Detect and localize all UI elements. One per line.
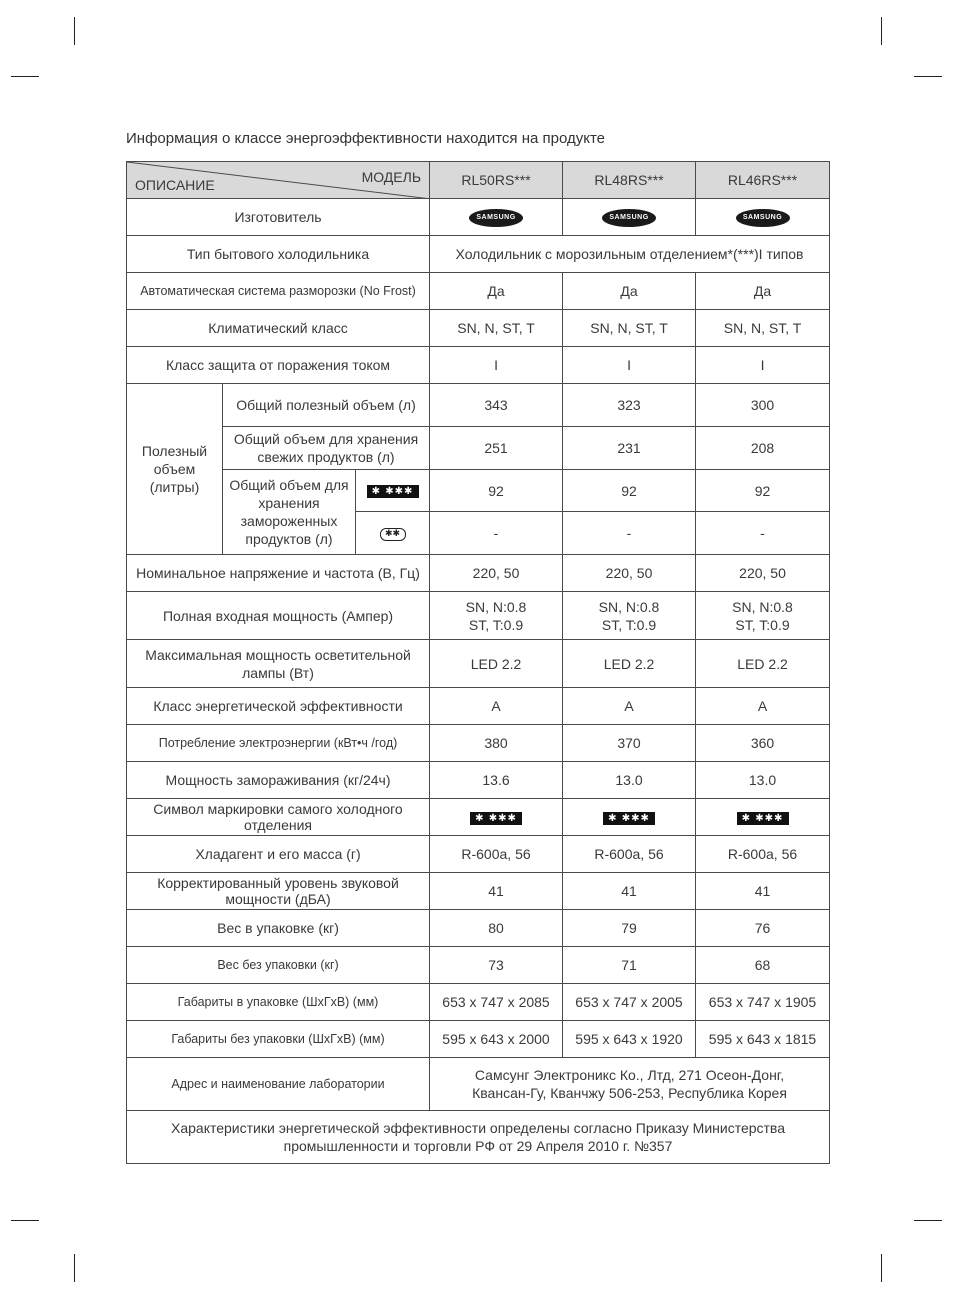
row-value: SN, N, ST, T [430,310,563,347]
row-label: Мощность замораживания (кг/24ч) [127,762,430,799]
row-value [563,592,696,640]
table-row [127,725,830,762]
row-value: 595 x 643 x 1815 [696,1021,830,1058]
crop-mark [881,17,882,45]
row-value: 323 [563,384,696,427]
row-value: 41 [430,873,563,910]
table-row [127,799,830,836]
row-value: 92 [563,470,696,512]
row-value: LED 2.2 [430,640,563,688]
samsung-logo: SAMSUNG [602,209,656,227]
row-value: 653 x 747 x 2005 [563,984,696,1021]
value-line: ST, T:0.9 [601,616,657,633]
row-label: Адрес и наименование лаборатории [127,1058,430,1111]
model-label: МОДЕЛЬ [361,169,422,185]
table-row [127,640,830,688]
row-value: Холодильник с морозильным отделением*(***)I типов [430,236,830,273]
table-row [127,384,830,427]
crop-mark [914,1220,942,1221]
table-header-row [127,162,830,199]
row-value: Да [696,273,830,310]
table-row [127,910,830,947]
row-value [430,592,563,640]
page-heading: Информация о классе энергоэффективности находится на продукте [126,130,606,147]
row-value: 251 [430,427,563,470]
freezer-4star-icon-cell [563,799,696,836]
table-row [127,470,830,512]
row-value: 73 [430,947,563,984]
row-value: I [563,347,696,384]
row-value: 80 [430,910,563,947]
crop-mark [74,1254,75,1282]
row-value: - [430,512,563,555]
value-line: SN, N:0.8 [598,598,660,615]
row-value: LED 2.2 [696,640,830,688]
freezer-2star-icon-cell [356,512,430,555]
row-value: A [696,688,830,725]
row-value: R-600a, 56 [696,836,830,873]
spec-table [126,161,830,1164]
table-row [127,427,830,470]
row-value: - [696,512,830,555]
table-row [127,1058,830,1111]
row-value: 92 [430,470,563,512]
table-row [127,762,830,799]
row-value: 13.0 [696,762,830,799]
row-label: Класс энергетической эффективности [127,688,430,725]
row-value: 220, 50 [696,555,830,592]
freezer-4star-icon-cell [696,799,830,836]
row-value: 71 [563,947,696,984]
row-value: 343 [430,384,563,427]
table-row [127,236,830,273]
table-row [127,199,830,236]
row-label: Общий объем для хранения замороженных продуктов (л) [223,470,356,555]
model-header: RL48RS*** [563,162,696,199]
row-value: Да [563,273,696,310]
row-value: 595 x 643 x 2000 [430,1021,563,1058]
row-value: 300 [696,384,830,427]
samsung-logo-cell [430,199,563,236]
crop-mark [881,1254,882,1282]
freezer-4star-icon: ✱ ✱✱✱ [367,485,419,498]
row-value: 370 [563,725,696,762]
row-value: R-600a, 56 [563,836,696,873]
row-value: A [430,688,563,725]
row-label: Вес в упаковке (кг) [127,910,430,947]
row-value: I [696,347,830,384]
useful-volume-label: Полезный объем (литры) [141,443,208,495]
footer-row [127,1111,830,1164]
row-value: 13.0 [563,762,696,799]
samsung-logo-cell [696,199,830,236]
value-line: SN, N:0.8 [465,598,527,615]
row-value: 79 [563,910,696,947]
table-row [127,947,830,984]
row-value: 231 [563,427,696,470]
row-label: Номинальное напряжение и частота (В, Гц) [127,555,430,592]
row-label: Вес без упаковки (кг) [127,947,430,984]
table-row [127,555,830,592]
table-row [127,836,830,873]
table-row [127,273,830,310]
table-row [127,1021,830,1058]
model-header: RL46RS*** [696,162,830,199]
value-line: ST, T:0.9 [468,616,524,633]
row-value: 208 [696,427,830,470]
table-row [127,592,830,640]
row-value: 220, 50 [430,555,563,592]
table-row [127,873,830,910]
table-row [127,347,830,384]
row-label: Корректированный уровень звуковой мощности (дБА) [127,873,430,910]
row-value: Да [430,273,563,310]
description-label: ОПИСАНИЕ [135,177,215,193]
crop-mark [74,17,75,45]
crop-mark [11,1220,39,1221]
samsung-logo: SAMSUNG [736,209,790,227]
row-label: Габариты в упаковке (ШхГхВ) (мм) [127,984,430,1021]
row-value: 13.6 [430,762,563,799]
row-value: SN, N, ST, T [563,310,696,347]
value-line: ST, T:0.9 [735,616,790,633]
laboratory-line: Самсунг Электроникс Ко., Лтд, 271 Осеон-Донг, [474,1067,785,1083]
samsung-logo: SAMSUNG [469,209,523,227]
table-row [127,310,830,347]
freezer-2star-icon: ✱✱ [380,528,406,541]
row-value: - [563,512,696,555]
row-value: 92 [696,470,830,512]
value-line: SN, N:0.8 [732,598,793,615]
row-label: Потребление электроэнергии (кВт•ч /год) [127,725,430,762]
freezer-4star-icon-cell [356,470,430,512]
row-value: 653 x 747 x 2085 [430,984,563,1021]
row-value: I [430,347,563,384]
table-row [127,984,830,1021]
row-label: Общий полезный объем (л) [223,384,430,427]
row-label: Тип бытового холодильника [127,236,430,273]
row-label: Максимальная мощность осветительной лампы (Вт) [127,640,430,688]
row-label: Общий объем для хранения свежих продуктов (л) [223,427,430,470]
row-label: Изготовитель [127,199,430,236]
row-value: 41 [563,873,696,910]
model-header: RL50RS*** [430,162,563,199]
row-value: 220, 50 [563,555,696,592]
row-value: 653 x 747 x 1905 [696,984,830,1021]
row-label: Полная входная мощность (Ампер) [127,592,430,640]
row-label: Габариты без упаковки (ШхГхВ) (мм) [127,1021,430,1058]
row-value: A [563,688,696,725]
freezer-4star-icon-cell [430,799,563,836]
samsung-logo-cell [563,199,696,236]
row-value: 595 x 643 x 1920 [563,1021,696,1058]
freezer-4star-icon: ✱ ✱✱✱ [603,812,655,825]
row-value: SN, N, ST, T [696,310,830,347]
footer-line: промышленности и торговли РФ от 29 Апреля 2010 г. №357 [283,1138,673,1154]
row-label: Автоматическая система разморозки (No Frost) [127,273,430,310]
row-value: LED 2.2 [563,640,696,688]
group-label [127,384,223,555]
crop-mark [11,76,39,77]
row-value: 380 [430,725,563,762]
footer-note [127,1111,830,1164]
row-value: 41 [696,873,830,910]
row-value: 360 [696,725,830,762]
crop-mark [914,76,942,77]
row-value: 68 [696,947,830,984]
row-label: Хладагент и его масса (г) [127,836,430,873]
laboratory-line: Кванcан-Гу, Кванчжу 506-253, Республика Корея [472,1085,787,1101]
row-value: 76 [696,910,830,947]
table-row [127,688,830,725]
footer-line: Характеристики энергетической эффективности определены согласно Приказу Министерства [171,1120,785,1136]
header-corner-cell [127,162,430,199]
row-label: Климатический класс [127,310,430,347]
row-value [430,1058,830,1111]
row-label: Класс защита от поражения током [127,347,430,384]
freezer-4star-icon: ✱ ✱✱✱ [737,812,789,825]
row-label: Символ маркировки самого холодного отделения [127,799,430,836]
row-value: R-600a, 56 [430,836,563,873]
freezer-4star-icon: ✱ ✱✱✱ [470,812,522,825]
row-value [696,592,830,640]
